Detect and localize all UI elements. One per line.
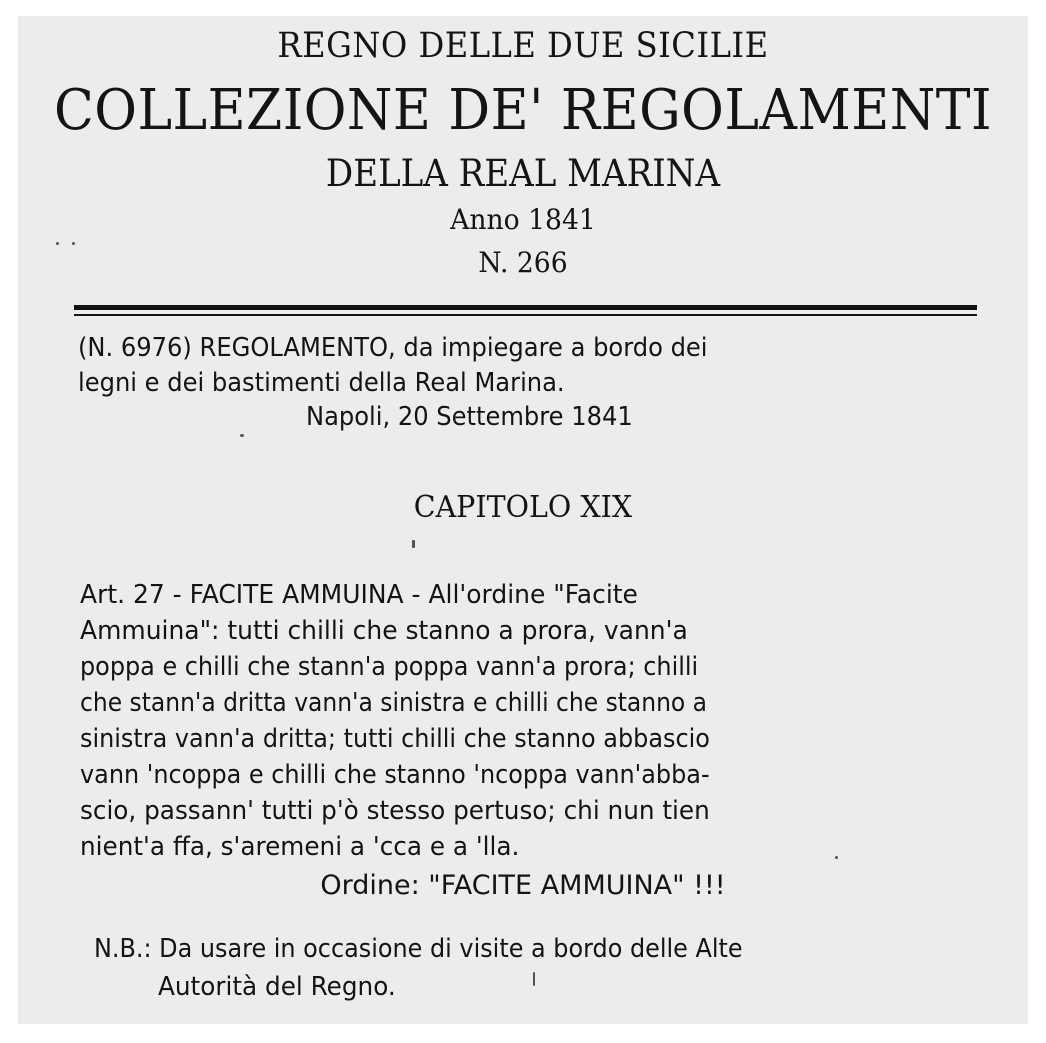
note-line: N.B.: Da usare in occasione di visite a bordo delle Alte <box>94 934 743 964</box>
divider-rule <box>74 305 977 310</box>
collection-title: COLLEZIONE DE' REGOLAMENTI <box>53 78 993 143</box>
article-line: Ammuina": tutti chilli che stanno a prora, vann'a <box>80 616 688 646</box>
kingdom-heading: REGNO DELLE DUE SICILIE <box>277 26 769 66</box>
article-line: scio, passann' tutti p'ò stesso pertuso; chi nun tien <box>80 796 710 826</box>
scan-speck <box>533 972 535 986</box>
scan-speck <box>56 242 59 245</box>
scan-speck <box>240 434 244 437</box>
regulation-date: Napoli, 20 Settembre 1841 <box>306 402 633 432</box>
issue-number: N. 266 <box>478 246 568 279</box>
note-line: Autorità del Regno. <box>158 972 396 1002</box>
divider-rule-thin <box>74 314 977 316</box>
scan-speck <box>72 242 75 245</box>
order-line: Ordine: "FACITE AMMUINA" !!! <box>320 870 726 901</box>
chapter-heading: CAPITOLO XIX <box>413 490 633 525</box>
article-line: Art. 27 - FACITE AMMUINA - All'ordine "Facite <box>80 580 638 610</box>
scan-speck <box>412 540 415 548</box>
article-line: nient'a ffa, s'aremeni a 'cca e a 'lla. <box>80 832 520 862</box>
navy-heading: DELLA REAL MARINA <box>325 152 721 195</box>
regulation-line: (N. 6976) REGOLAMENTO, da impiegare a bordo dei <box>78 333 708 363</box>
article-line: vann 'ncoppa e chilli che stanno 'ncoppa vann'abba- <box>80 760 710 790</box>
article-line: sinistra vann'a dritta; tutti chilli che stanno abbascio <box>80 724 710 754</box>
regulation-line: legni e dei bastimenti della Real Marina. <box>78 368 565 398</box>
article-line: poppa e chilli che stann'a poppa vann'a prora; chilli <box>80 652 699 682</box>
scan-speck <box>835 856 838 859</box>
year-label: Anno 1841 <box>450 203 596 236</box>
article-line: che stann'a dritta vann'a sinistra e chilli che stanno a <box>80 688 708 718</box>
